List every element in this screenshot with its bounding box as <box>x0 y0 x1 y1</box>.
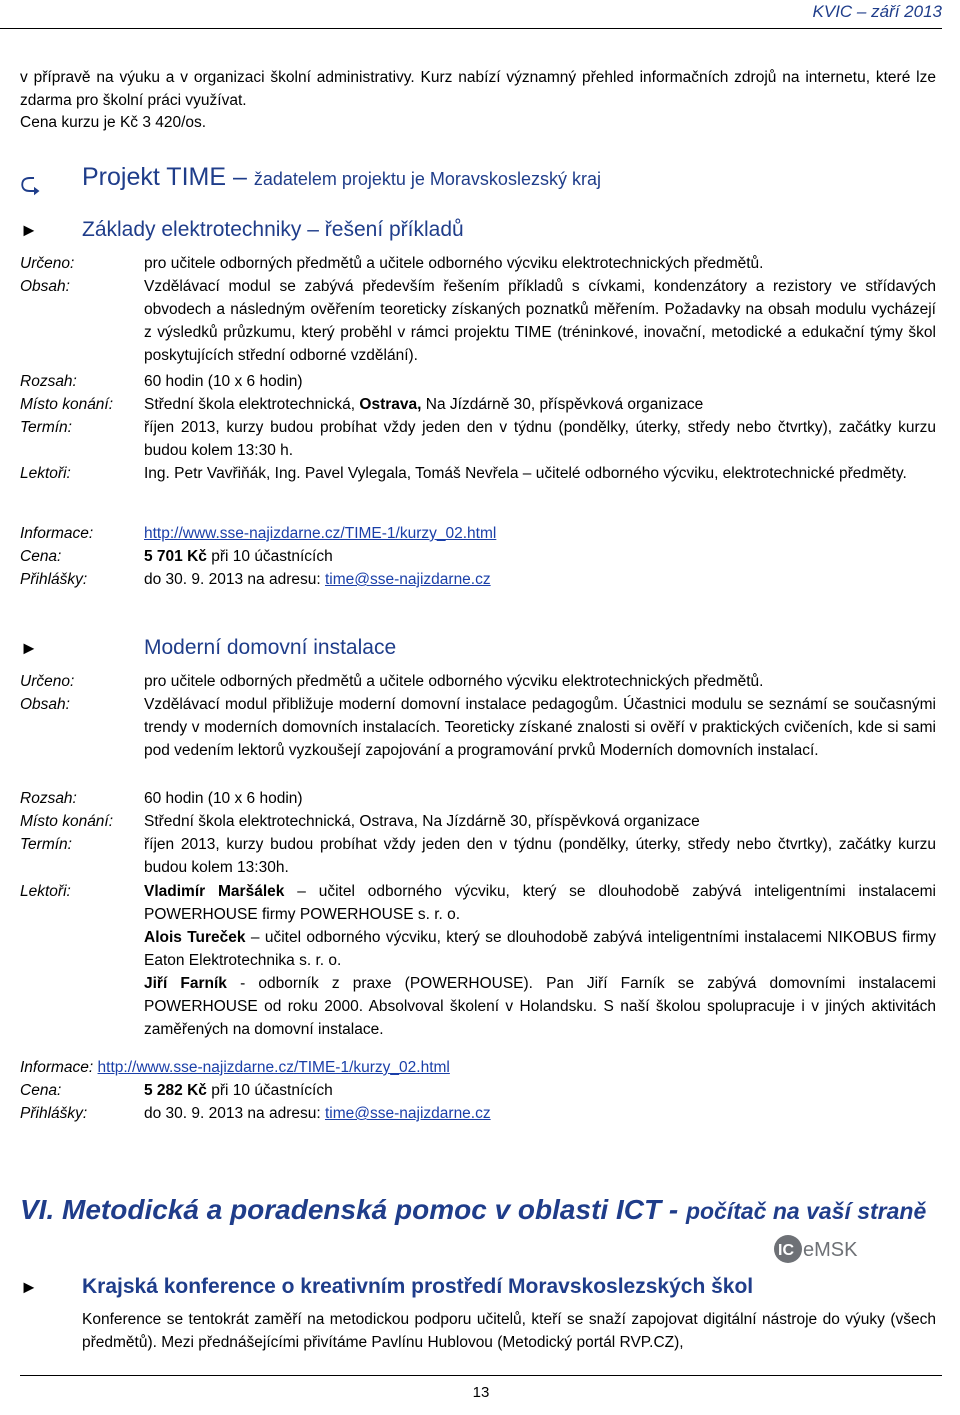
prihlasky-text: do 30. 9. 2013 na adresu: <box>144 571 321 588</box>
header-text: KVIC – září 2013 <box>812 2 942 21</box>
lector-3 <box>144 972 936 1041</box>
chapter-number: VI. <box>20 1194 55 1225</box>
triangle-bullet-icon: ► <box>20 1277 38 1297</box>
urceno-label: Určeno: <box>20 673 75 690</box>
email-link[interactable]: time@sse-najizdarne.cz <box>324 571 491 588</box>
triangle-bullet-icon: ► <box>20 638 38 658</box>
cena-label: Cena: <box>20 1082 62 1099</box>
lector-2-desc: – učitel odborného výcviku, který se dlouhodobě zabývá inteligentními instalacemi NIKOBUS firmy Eaton Elektrotechnika s. r. o. <box>144 929 936 969</box>
misto-label: Místo konání: <box>20 813 114 830</box>
urceno-value: pro učitele odborných předmětů a učitele odborného výcviku elektrotechnických předmětů. <box>144 255 764 272</box>
page-footer <box>20 1375 942 1401</box>
project-dash: – <box>226 163 254 191</box>
course2-heading <box>20 636 950 668</box>
lector-3-name: Jiří Farník <box>144 975 227 992</box>
cena-note: při 10 účastnících <box>211 1082 333 1099</box>
urceno-label: Určeno: <box>20 255 75 272</box>
email-link[interactable]: time@sse-najizdarne.cz <box>324 1105 491 1122</box>
termin-value: říjen 2013, kurzy budou probíhat vždy jeden den v týdnu (pondělky, úterky, středy nebo čtvrtky), začátky kurzu budou kolem 13:30h. <box>144 836 936 876</box>
conference-text: Konference se tentokrát zaměří na metodickou podporu učitelů, kteří se snaží zapojovat digitální nástroje do výuky (všech předmětů). Mezi přednášejícími přivítáme Pavlínu Hublovou (Metodický portál RVP.CZ), <box>82 1311 936 1351</box>
info-link[interactable]: http://www.sse-najizdarne.cz/TIME-1/kurzy_02.html <box>97 1059 450 1076</box>
obsah-label: Obsah: <box>20 696 70 713</box>
misto-address: Na Jízdárně 30, příspěvková organizace <box>425 396 704 413</box>
termin-value: říjen 2013, kurzy budou probíhat vždy jeden den v týdnu (pondělky, úterky, středy nebo čtvrtky), začátky kurzu budou kolem 13:30 h. <box>144 419 936 459</box>
obsah-label: Obsah: <box>20 278 70 295</box>
icemsk-logo <box>773 1234 873 1264</box>
urceno-value: pro učitele odborných předmětů a učitele odborného výcviku elektrotechnických předmětů. <box>144 673 764 690</box>
misto-city: Ostrava, <box>359 396 422 413</box>
misto-value: Střední škola elektrotechnická, Ostrava, Na Jízdárně 30, příspěvková organizace <box>144 813 700 830</box>
rozsah-label: Rozsah: <box>20 790 77 807</box>
chapter-heading <box>20 1194 950 1226</box>
cena-amount: 5 282 Kč <box>144 1082 207 1099</box>
lector-3-desc: - odborník z praxe (POWERHOUSE). Pan Jiří Farník se zabývá domovními instalacemi POWERHOUSE od roku 2000. Absolvoval školení v Holandsku. S naší školou spolupracuje i v jiných aktivitách zaměřených na domovní instalace. <box>144 975 936 1038</box>
misto-school: Střední škola elektrotechnická, <box>144 396 356 413</box>
lector-2-name: Alois Tureček <box>144 929 246 946</box>
cena-label: Cena: <box>20 548 62 565</box>
project-heading <box>20 163 950 197</box>
conference-heading <box>20 1275 950 1307</box>
triangle-bullet-icon: ► <box>20 220 38 240</box>
lector-1-desc: – učitel odborného výcviku, který se dlouhodobě zabývá inteligentními instalacemi POWERHOUSE firmy POWERHOUSE s. r. o. <box>144 883 936 923</box>
obsah-value: Vzdělávací modul se zabývá především řešením příkladů s cívkami, kondenzátory a rezistory ve střídavých obvodech a následným ověřením teoreticky získaných poznatků měřením. Požadavky na obsah modulu vycházejí z výsledků průzkumu, který proběhl v rámci projektu TIME (tréninkové, inovační, metodické a edukační týmy škol poskytujících střední odborné vzdělání). <box>144 278 936 364</box>
lector-2 <box>144 926 936 972</box>
intro-paragraph: v přípravě na výuku a v organizaci školní administrativy. Kurz nabízí významný přehled informačních zdrojů na internetu, které lze zdarma pro školní práci využívat. <box>20 69 936 109</box>
info-label: Informace: <box>20 1059 94 1076</box>
project-subtitle: žadatelem projektu je Moravskoslezský kraj <box>253 169 601 189</box>
chapter-title: Metodická a poradenská pomoc v oblasti ICT - <box>62 1194 679 1225</box>
logo-mark <box>773 1234 873 1264</box>
course1-heading <box>20 218 950 250</box>
lektori-value: Ing. Petr Vavřiňák, Ing. Pavel Vylegala, Tomáš Nevřela – učitelé odborného výcviku, elektrotechnické předměty. <box>144 465 907 482</box>
rozsah-label: Rozsah: <box>20 373 77 390</box>
termin-label: Termín: <box>20 419 72 436</box>
lector-1 <box>144 880 936 926</box>
course2-title: Moderní domovní instalace <box>144 636 397 659</box>
cena-amount: 5 701 Kč <box>144 548 207 565</box>
termin-label: Termín: <box>20 836 72 853</box>
prihlasky-text: do 30. 9. 2013 na adresu: <box>144 1105 321 1122</box>
lector-1-name: Vladimír Maršálek <box>144 883 285 900</box>
info-link[interactable]: http://www.sse-najizdarne.cz/TIME-1/kurzy_02.html <box>144 525 497 542</box>
lektori-label: Lektoři: <box>20 883 71 900</box>
prihlasky-label: Přihlášky: <box>20 571 88 588</box>
page-number: 13 <box>472 1384 490 1401</box>
prihlasky-label: Přihlášky: <box>20 1105 88 1122</box>
intro-price: Cena kurzu je Kč 3 420/os. <box>20 114 207 131</box>
rozsah-value: 60 hodin (10 x 6 hodin) <box>144 373 303 390</box>
chapter-subtitle: počítač na vaší straně <box>685 1198 927 1224</box>
conference-title: Krajská konference o kreativním prostředí Moravskoslezských škol <box>82 1275 754 1298</box>
rozsah-value: 60 hodin (10 x 6 hodin) <box>144 790 303 807</box>
info-label: Informace: <box>20 525 94 542</box>
cena-note: při 10 účastnících <box>211 548 333 565</box>
page-header <box>0 0 942 29</box>
misto-label: Místo konání: <box>20 396 114 413</box>
project-title: Projekt TIME <box>82 163 227 191</box>
course2-info-row <box>20 1056 936 1079</box>
logo-text-b: eMSK <box>803 1239 858 1261</box>
lektori-label: Lektoři: <box>20 465 71 482</box>
logo-text-a: IC <box>778 1242 794 1259</box>
curved-arrow-icon: ⮎ <box>20 168 41 198</box>
obsah-value: Vzdělávací modul přibližuje moderní domovní instalace pedagogům. Účastnici modulu se seznámí se současnými trendy v moderních domovních instalacích. Teoreticky získané znalosti si ověří v praktických cvičeních, kde si sami pod vedením lektorů vyzkoušejí zapojování a programování prvků Moderních domovních instalací. <box>144 696 936 759</box>
course1-title: Základy elektrotechniky – řešení příkladů <box>82 218 464 241</box>
